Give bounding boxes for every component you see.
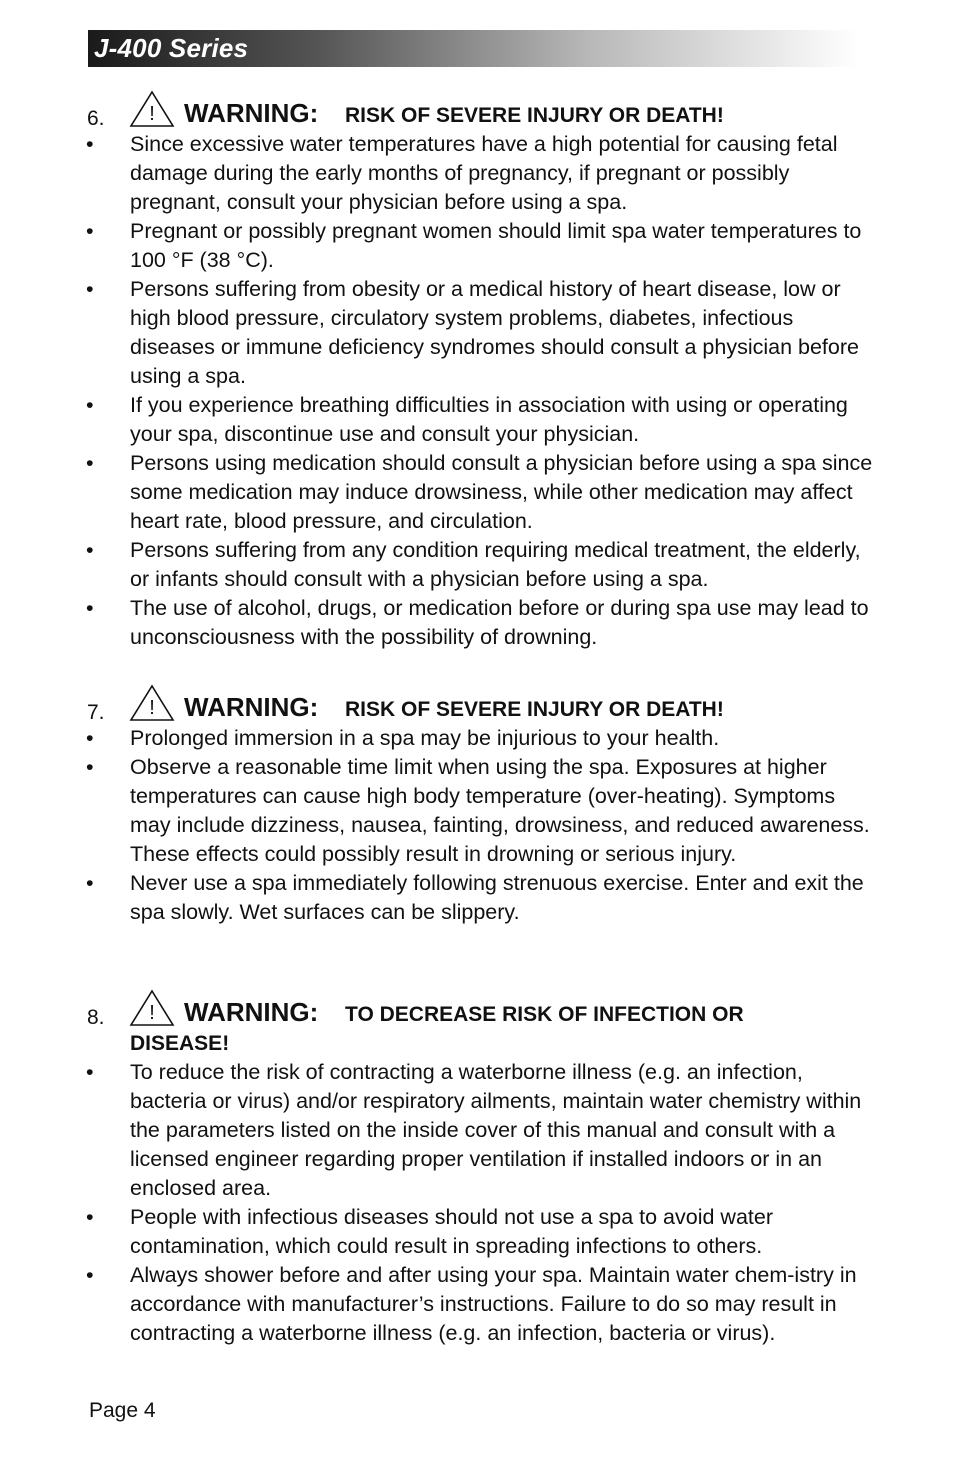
list-item: • Since excessive water temperatures have a high potential for causing fetal damage during the early months of pregnancy, if pregnant or possibly pregnant, consult your physician before using a spa. bbox=[0, 130, 954, 217]
list-item: • People with infectious diseases should not use a spa to avoid water contamination, which could result in spreading infections to others. bbox=[0, 1203, 954, 1261]
svg-text:!: ! bbox=[149, 697, 155, 719]
warning-text: TO DECREASE RISK OF INFECTION OR bbox=[345, 1003, 744, 1026]
list-item: • If you experience breathing difficulties in association with using or operating your spa, discontinue use and consult your physician. bbox=[0, 391, 954, 449]
warning-triangle-icon bbox=[129, 684, 175, 722]
section-number: 8. bbox=[87, 1006, 105, 1029]
warning-label: WARNING: bbox=[184, 692, 319, 722]
list-item: • Pregnant or possibly pregnant women should limit spa water temperatures to 100 °F (38 °C). bbox=[0, 217, 954, 275]
list-item: • To reduce the risk of contracting a waterborne illness (e.g. an infection, bacteria or virus) and/or respiratory ailments, maintain water chemistry within the parameters listed on the inside cover of this manual and consult with a licensed engineer regarding proper ventilation if installed indoors or in an enclosed area. bbox=[0, 1058, 954, 1203]
list-item: • Always shower before and after using your spa. Maintain water chem-istry in accordance with manufacturer’s instructions. Failure to do so may result in contracting a waterborne illness (e.g. an infection, bacteria or virus). bbox=[0, 1261, 954, 1348]
list-item: • Never use a spa immediately following strenuous exercise. Enter and exit the spa slowly. Wet surfaces can be slippery. bbox=[0, 869, 954, 927]
section-number: 6. bbox=[87, 107, 105, 130]
warning-triangle-icon bbox=[129, 989, 175, 1027]
warning-section-7 bbox=[0, 692, 954, 927]
section-number: 7. bbox=[87, 701, 105, 724]
list-item: • Persons using medication should consult a physician before using a spa since some medication may induce drowsiness, while other medication may affect heart rate, blood pressure, and circulation. bbox=[0, 449, 954, 536]
warning-text-continued: DISEASE! bbox=[130, 1032, 230, 1055]
warning-text: RISK OF SEVERE INJURY OR DEATH! bbox=[345, 698, 724, 721]
warning-label: WARNING: bbox=[184, 997, 319, 1027]
svg-text:!: ! bbox=[149, 103, 155, 125]
list-item: • Observe a reasonable time limit when using the spa. Exposures at higher temperatures can cause high body temperature (over-heating). Symptoms may include dizziness, nausea, fainting, drowsiness, and reduced awareness. These effects could possibly result in drowning or serious injury. bbox=[0, 753, 954, 869]
list-item: • The use of alcohol, drugs, or medication before or during spa use may lead to unconsciousness with the possibility of drowning. bbox=[0, 594, 954, 652]
list-item: • Persons suffering from obesity or a medical history of heart disease, low or high blood pressure, circulatory system problems, diabetes, infectious diseases or immune deficiency syndromes should consult a physician before using a spa. bbox=[0, 275, 954, 391]
list-item: • Prolonged immersion in a spa may be injurious to your health. bbox=[0, 724, 954, 753]
list-item: • Persons suffering from any condition requiring medical treatment, the elderly, or infants should consult with a physician before using a spa. bbox=[0, 536, 954, 594]
warning-section-8 bbox=[0, 997, 954, 1348]
header-bar bbox=[88, 30, 858, 67]
warning-section-6 bbox=[0, 98, 954, 652]
warning-heading bbox=[0, 692, 954, 724]
header-title: J-400 Series bbox=[94, 33, 249, 63]
warning-heading bbox=[0, 997, 954, 1029]
warning-text: RISK OF SEVERE INJURY OR DEATH! bbox=[345, 104, 724, 127]
warning-label: WARNING: bbox=[184, 98, 319, 128]
svg-text:!: ! bbox=[149, 1002, 155, 1024]
warning-triangle-icon bbox=[129, 90, 175, 128]
page-number: Page 4 bbox=[89, 1399, 156, 1422]
warning-heading bbox=[0, 98, 954, 130]
